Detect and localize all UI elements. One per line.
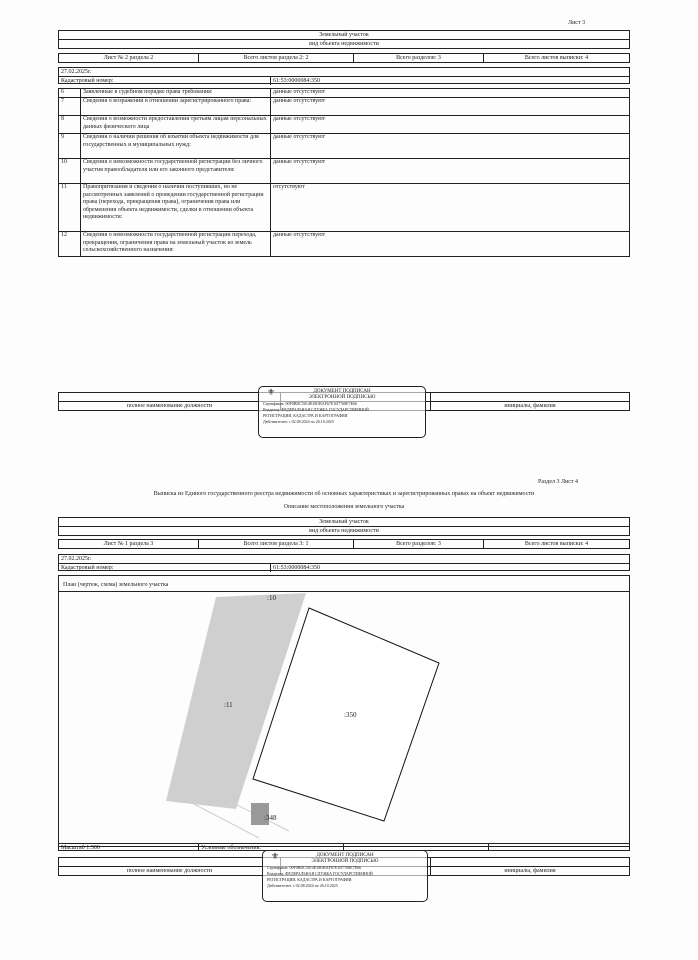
row-label: Правопритязания и сведения о наличии поступивших, но не рассмотренных заявлений о проведении государственной регистрации права (перехода, прекращения права), ограничения права или обременения объекта недвижимости, сделки в отношении объекта недвижимости: [81, 184, 271, 232]
row-number: 12 [59, 232, 81, 257]
object-type: Земельный участок [319, 32, 369, 38]
stamp-validity: Действителен: с 02.08.2024 по 26.10.2025 [267, 883, 338, 888]
scale: Масштаб 1:500 [59, 844, 199, 850]
document-subtitle: Описание местоположения земельного участка [283, 504, 405, 510]
cadastral-number: 61:53:0000084:350 [273, 565, 321, 571]
sheet-info [58, 539, 630, 549]
sheet-info [58, 53, 630, 63]
row-label: Заявленные в судебном порядке права требования: [81, 89, 271, 98]
row-value: данные отсутствуют [271, 98, 630, 116]
document-title: Выписка из Единого государственного реестра недвижимости об основных характеристиках и зарегистрированных правах на объект недвижимости [153, 491, 535, 497]
table-row [59, 232, 630, 257]
emblem-icon: ⚜ [267, 387, 276, 397]
e-signature-stamp [262, 850, 428, 902]
parcel-label-10: :10 [267, 594, 276, 602]
row-value: данные отсутствуют [271, 159, 630, 184]
row-label: Сведения о наличии решения об изъятии объекта недвижимости для государственных и муниципальных нужд: [81, 134, 271, 159]
stamp-owner-2: РЕГИСТРАЦИИ, КАДАСТРА И КАРТОГРАФИИ [267, 877, 352, 882]
date: 27.02.2025г. [61, 556, 92, 562]
cadastral-label: Кадастровый номер: [59, 77, 271, 85]
sheet-number: Лист № 1 раздела 3 [59, 540, 199, 548]
sheet-label: Раздел 3 Лист 4 [538, 479, 579, 485]
table-row [59, 134, 630, 159]
row-number: 10 [59, 159, 81, 184]
details-table [58, 88, 630, 257]
sections-total: Всего разделов: 3 [354, 54, 484, 62]
initials-caption: инициалы, фамилия [504, 403, 556, 409]
table-row [59, 184, 630, 232]
object-type-caption: вид объекта недвижимости [309, 41, 379, 47]
table-row [59, 159, 630, 184]
row-value: данные отсутствуют [271, 89, 630, 98]
row-value: данные отсутствуют [271, 232, 630, 257]
row-label: Сведения о невозможности государственной регистрации перехода, прекращения, ограничения права на земельный участок из земель сельскохозяйственного назначения: [81, 232, 271, 257]
plan-title: План (чертеж, схема) земельного участка [63, 582, 169, 588]
parcel-label-11: :11 [224, 701, 233, 709]
stamp-owner-2: РЕГИСТРАЦИИ, КАДАСТРА И КАРТОГРАФИИ [263, 413, 348, 418]
e-signature-stamp [258, 386, 426, 438]
initials-caption: инициалы, фамилия [504, 868, 556, 874]
section-sheets: Всего листов раздела 2: 2 [199, 54, 354, 62]
stamp-title: ДОКУМЕНТ ПОДПИСАН [313, 389, 371, 394]
sections-total: Всего разделов: 3 [354, 540, 484, 548]
row-number: 8 [59, 116, 81, 134]
sheet-label: Лист 3 [568, 20, 586, 26]
table-row [59, 89, 630, 98]
sheet-number: Лист № 2 раздела 2 [59, 54, 199, 62]
object-type-box [58, 517, 630, 536]
row-value: данные отсутствуют [271, 116, 630, 134]
stamp-subtitle: ЭЛЕКТРОННОЙ ПОДПИСЬЮ [308, 395, 376, 400]
row-number: 7 [59, 98, 81, 116]
row-number: 6 [59, 89, 81, 98]
cadastral-box [58, 67, 630, 84]
cadastral-number: 61:53:0000084:350 [273, 78, 321, 84]
sheets-total: Всего листов выписки: 4 [524, 541, 589, 547]
sheets-total: Всего листов выписки: 4 [524, 55, 589, 61]
object-type-caption: вид объекта недвижимости [309, 528, 379, 534]
row-number: 9 [59, 134, 81, 159]
row-label: Сведения о невозможности государственной регистрации без личного участия правообладателя или его законного представителя: [81, 159, 271, 184]
plan-box [58, 575, 630, 847]
parcel-label-348: :348 [264, 814, 277, 822]
stamp-cert: Сертификат: 00F0BDC5014E3B1BAF67E1D7768E7E66 [263, 401, 358, 406]
legend-label: Условные обозначения: [199, 844, 344, 850]
stamp-owner: Владелец: ФЕДЕРАЛЬНАЯ СЛУЖБА ГОСУДАРСТВЕННОЙ [267, 871, 373, 876]
cadastral-box [58, 554, 630, 571]
object-type: Земельный участок [319, 519, 369, 525]
row-value: данные отсутствуют [271, 134, 630, 159]
row-number: 11 [59, 184, 81, 232]
row-value: отсутствуют [271, 184, 630, 232]
section-sheets: Всего листов раздела 3: 1 [199, 540, 354, 548]
stamp-validity: Действителен: с 02.08.2024 по 26.10.2025 [263, 419, 334, 424]
row-label: Сведения о возражении в отношении зарегистрированного права: [81, 98, 271, 116]
cadastral-label: Кадастровый номер: [59, 564, 271, 572]
stamp-cert: Сертификат: 00F0BDC5014E3B1BAF67E1D7768E7E66 [267, 865, 362, 870]
stamp-owner: Владелец: ФЕДЕРАЛЬНАЯ СЛУЖБА ГОСУДАРСТВЕННОЙ [263, 407, 369, 412]
object-type-box [58, 30, 630, 49]
parcel-label-350: :350 [344, 711, 357, 719]
emblem-icon: ⚜ [271, 851, 280, 861]
stamp-subtitle: ЭЛЕКТРОННОЙ ПОДПИСЬЮ [311, 859, 379, 864]
stamp-title: ДОКУМЕНТ ПОДПИСАН [316, 853, 374, 858]
position-caption: полное наименование должности [59, 867, 281, 875]
row-label: Сведения о возможности предоставления третьим лицам персональных данных физического лица [81, 116, 271, 134]
date: 27.02.2025г. [61, 69, 92, 75]
position-caption: полное наименование должности [59, 402, 281, 410]
table-row [59, 98, 630, 116]
table-row [59, 116, 630, 134]
